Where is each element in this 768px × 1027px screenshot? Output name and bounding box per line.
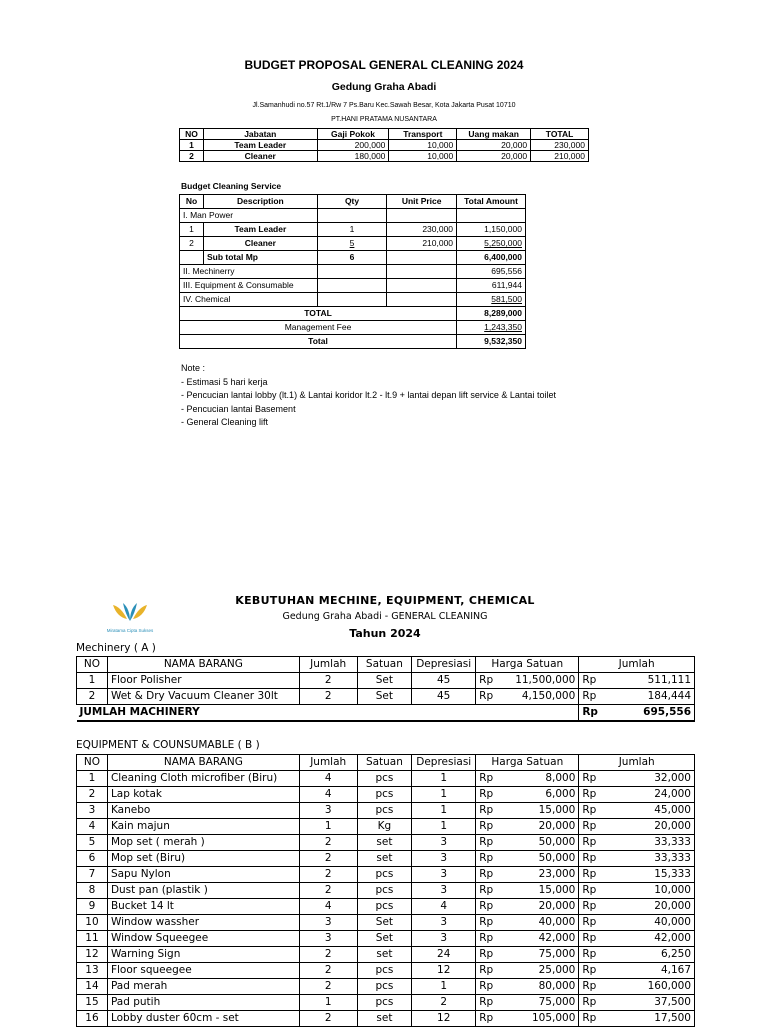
- column-header: Harga Satuan: [476, 755, 579, 771]
- cell: Rp: [579, 803, 602, 819]
- cell: pcs: [357, 803, 412, 819]
- cell: [387, 209, 457, 223]
- cell: 1,150,000: [457, 223, 526, 237]
- cell: Rp: [579, 915, 602, 931]
- cell: 10,000: [389, 140, 457, 151]
- machinery-table: [76, 656, 695, 722]
- cell: Set: [357, 673, 412, 689]
- cell: 1: [299, 819, 357, 835]
- cell: pcs: [357, 899, 412, 915]
- cell: 14: [77, 979, 108, 995]
- cell: 1: [77, 771, 108, 787]
- cell: 5: [317, 237, 387, 251]
- cell: 230,000: [387, 223, 457, 237]
- cell: 4: [299, 787, 357, 803]
- column-header: NO: [180, 129, 204, 140]
- grand-total-amount: 9,532,350: [457, 335, 526, 349]
- column-header: Depresiasi: [412, 755, 476, 771]
- cell: 4: [299, 771, 357, 787]
- column-header: No: [180, 195, 204, 209]
- table-row: [180, 335, 526, 349]
- table-row: [77, 689, 695, 705]
- table-row: [77, 1011, 695, 1027]
- cell: 6,250: [602, 947, 695, 963]
- cell: Rp: [476, 883, 499, 899]
- table-row: [180, 151, 589, 162]
- cell: 695,556: [457, 265, 526, 279]
- cell: 1: [412, 979, 476, 995]
- cell: Rp: [476, 899, 499, 915]
- cell: Cleaner: [203, 151, 317, 162]
- table-row: [77, 673, 695, 689]
- cell: 9: [77, 899, 108, 915]
- cell: 20,000: [498, 819, 578, 835]
- cell: Rp: [579, 835, 602, 851]
- cell: 45: [412, 689, 476, 705]
- cell: Kg: [357, 819, 412, 835]
- cell: 2: [299, 947, 357, 963]
- cell: 75,000: [498, 995, 578, 1011]
- cell: 13: [77, 963, 108, 979]
- cell: set: [357, 947, 412, 963]
- cell: 24: [412, 947, 476, 963]
- column-header: Jumlah: [299, 755, 357, 771]
- cell: set: [357, 851, 412, 867]
- cell: Sub total Mp: [203, 251, 317, 265]
- column-header: NAMA BARANG: [107, 755, 299, 771]
- cell: 3: [77, 803, 108, 819]
- cell: Sapu Nylon: [107, 867, 299, 883]
- table-header-row: [77, 755, 695, 771]
- cell: 2: [299, 673, 357, 689]
- cell: [457, 209, 526, 223]
- cell: Pad merah: [107, 979, 299, 995]
- cell: 2: [299, 1011, 357, 1027]
- cell: 200,000: [317, 140, 389, 151]
- table-header-row: [77, 657, 695, 673]
- cell: 210,000: [531, 151, 589, 162]
- cell: 5: [77, 835, 108, 851]
- table-row: [77, 851, 695, 867]
- table-row: [77, 771, 695, 787]
- column-header: Description: [203, 195, 317, 209]
- cell: set: [357, 1011, 412, 1027]
- cell: Rp: [476, 995, 499, 1011]
- cell: 2: [299, 835, 357, 851]
- note-item: - Estimasi 5 hari kerja: [181, 376, 268, 387]
- cell: 2: [180, 237, 204, 251]
- cell: Mop set (Biru): [107, 851, 299, 867]
- cell: 75,000: [498, 947, 578, 963]
- cell: Rp: [476, 947, 499, 963]
- cell: 4,167: [602, 963, 695, 979]
- cell: 15: [77, 995, 108, 1011]
- table-row: [180, 307, 526, 321]
- cell: Rp: [579, 705, 602, 722]
- cell: Set: [357, 915, 412, 931]
- cell: Set: [357, 931, 412, 947]
- cell: Rp: [579, 963, 602, 979]
- cell: 1: [299, 995, 357, 1011]
- cell: Window Squeegee: [107, 931, 299, 947]
- cell: Rp: [476, 915, 499, 931]
- cell: pcs: [357, 787, 412, 803]
- note-item: - Pencucian lantai lobby (lt.1) & Lantai koridor lt.2 - lt.9 + lantai depan lift service & Lantai toilet: [181, 390, 556, 400]
- page-title: BUDGET PROPOSAL GENERAL CLEANING 2024: [244, 58, 524, 72]
- cell: Team Leader: [203, 223, 317, 237]
- column-header: Harga Satuan: [476, 657, 579, 673]
- cell: 1: [412, 803, 476, 819]
- machinery-total-label: JUMLAH MACHINERY: [77, 705, 579, 722]
- cell: pcs: [357, 979, 412, 995]
- equipment-label: EQUIPMENT & COUNSUMABLE ( B ): [76, 739, 260, 751]
- column-header: Jumlah: [579, 755, 695, 771]
- cell: Rp: [476, 835, 499, 851]
- cell: 7: [77, 867, 108, 883]
- table-row: [180, 293, 526, 307]
- cell: 4: [77, 819, 108, 835]
- table-row: [77, 915, 695, 931]
- cell: 42,000: [602, 931, 695, 947]
- cell: 45,000: [602, 803, 695, 819]
- cell: 20,000: [602, 899, 695, 915]
- column-header: Unit Price: [387, 195, 457, 209]
- cell: pcs: [357, 995, 412, 1011]
- cell: 4,150,000: [498, 689, 578, 705]
- cell: 12: [412, 963, 476, 979]
- cell: 15,000: [498, 803, 578, 819]
- table-row: [180, 237, 526, 251]
- column-header: Uang makan: [457, 129, 531, 140]
- cell: Rp: [579, 673, 602, 689]
- total-amount: 8,289,000: [457, 307, 526, 321]
- cell: 184,444: [602, 689, 695, 705]
- cell: 1: [412, 787, 476, 803]
- cell: Rp: [579, 995, 602, 1011]
- cell: [387, 265, 457, 279]
- table-row: [77, 787, 695, 803]
- cell: 6: [317, 251, 387, 265]
- cell: 8: [77, 883, 108, 899]
- table-row: [77, 835, 695, 851]
- cell: 16: [77, 1011, 108, 1027]
- budget-service-label: Budget Cleaning Service: [181, 181, 282, 191]
- table-row: [180, 140, 589, 151]
- cell: 12: [412, 1011, 476, 1027]
- column-header: Jabatan: [203, 129, 317, 140]
- cell: 2: [180, 151, 204, 162]
- table-row: [180, 265, 526, 279]
- cell: 50,000: [498, 835, 578, 851]
- logo-text: Miratama Cipta Sukses: [106, 628, 154, 633]
- column-header: Qty: [317, 195, 387, 209]
- column-header: TOTAL: [531, 129, 589, 140]
- cell: 4: [412, 899, 476, 915]
- cell: Rp: [579, 787, 602, 803]
- salary-table: [179, 128, 589, 162]
- cell: 2: [299, 689, 357, 705]
- cell: 3: [299, 803, 357, 819]
- table-row: [77, 819, 695, 835]
- cell: 3: [412, 835, 476, 851]
- cell: Lap kotak: [107, 787, 299, 803]
- cell: 2: [299, 867, 357, 883]
- cell: 2: [412, 995, 476, 1011]
- cell: Rp: [579, 771, 602, 787]
- cell: 4: [299, 899, 357, 915]
- cell: 1: [180, 140, 204, 151]
- cell: Warning Sign: [107, 947, 299, 963]
- cell: III. Equipment & Consumable: [180, 279, 318, 293]
- cell: Rp: [579, 899, 602, 915]
- cell: 23,000: [498, 867, 578, 883]
- cell: Cleaning Cloth microfiber (Biru): [107, 771, 299, 787]
- cell: 1: [77, 673, 108, 689]
- cell: Floor squeegee: [107, 963, 299, 979]
- building-name: Gedung Graha Abadi: [331, 81, 437, 93]
- cell: 2: [77, 689, 108, 705]
- table-row: [77, 803, 695, 819]
- table-row: [180, 223, 526, 237]
- cell: 3: [412, 915, 476, 931]
- cell: 511,111: [602, 673, 695, 689]
- machinery-label: Mechinery ( A ): [76, 642, 156, 654]
- section2-year: Tahun 2024: [349, 627, 421, 640]
- table-header-row: [180, 195, 526, 209]
- note-item: - General Cleaning lift: [181, 417, 269, 427]
- cell: 611,944: [457, 279, 526, 293]
- cell: Rp: [579, 689, 602, 705]
- fee-label: Management Fee: [180, 321, 457, 335]
- cell: 160,000: [602, 979, 695, 995]
- table-row: [180, 321, 526, 335]
- cell: IV. Chemical: [180, 293, 318, 307]
- cell: 2: [299, 883, 357, 899]
- fee-amount: 1,243,350: [457, 321, 526, 335]
- cell: set: [357, 835, 412, 851]
- cell: Rp: [476, 979, 499, 995]
- cell: 1: [317, 223, 387, 237]
- table-row: [77, 883, 695, 899]
- cell: Lobby duster 60cm - set: [107, 1011, 299, 1027]
- section2-subtitle: Gedung Graha Abadi - GENERAL CLEANING: [282, 611, 488, 622]
- cell: pcs: [357, 883, 412, 899]
- cell: Rp: [476, 771, 499, 787]
- cell: Wet & Dry Vacuum Cleaner 30lt: [107, 689, 299, 705]
- cell: 6,400,000: [457, 251, 526, 265]
- cell: Rp: [579, 979, 602, 995]
- cell: 17,500: [602, 1011, 695, 1027]
- grand-total-label: Total: [180, 335, 457, 349]
- column-header: Satuan: [357, 755, 412, 771]
- cell: Rp: [476, 1011, 499, 1027]
- cell: 50,000: [498, 851, 578, 867]
- cell: Rp: [579, 851, 602, 867]
- cell: II. Mechinerry: [180, 265, 318, 279]
- cell: Rp: [476, 867, 499, 883]
- notes: [181, 362, 556, 430]
- budget-service-table: [179, 194, 526, 349]
- cell: [317, 209, 387, 223]
- cell: Rp: [476, 963, 499, 979]
- logo-mark-icon: [105, 601, 155, 623]
- table-header-row: [180, 129, 589, 140]
- cell: 11: [77, 931, 108, 947]
- cell: pcs: [357, 867, 412, 883]
- cell: 33,333: [602, 851, 695, 867]
- cell: 3: [299, 915, 357, 931]
- cell: 11,500,000: [498, 673, 578, 689]
- table-row: [77, 867, 695, 883]
- company-name: PT.HANI PRATAMA NUSANTARA: [331, 116, 437, 123]
- cell: 25,000: [498, 963, 578, 979]
- cell: 3: [412, 883, 476, 899]
- cell: pcs: [357, 963, 412, 979]
- cell: Rp: [579, 883, 602, 899]
- cell: 20,000: [457, 140, 531, 151]
- cell: Kain majun: [107, 819, 299, 835]
- table-row: [77, 979, 695, 995]
- cell: 2: [299, 851, 357, 867]
- section-label: I. Man Power: [180, 209, 318, 223]
- cell: 10,000: [389, 151, 457, 162]
- cell: 10: [77, 915, 108, 931]
- cell: Rp: [579, 819, 602, 835]
- table-row: [77, 947, 695, 963]
- cell: [387, 251, 457, 265]
- cell: 80,000: [498, 979, 578, 995]
- cell: [387, 293, 457, 307]
- cell: Cleaner: [203, 237, 317, 251]
- cell: [317, 293, 387, 307]
- cell: 180,000: [317, 151, 389, 162]
- section2-title: KEBUTUHAN MECHINE, EQUIPMENT, CHEMICAL: [235, 594, 535, 607]
- cell: Rp: [579, 1011, 602, 1027]
- cell: 37,500: [602, 995, 695, 1011]
- cell: Mop set ( merah ): [107, 835, 299, 851]
- cell: Rp: [476, 787, 499, 803]
- notes-title: Note :: [181, 363, 206, 373]
- table-row: [77, 963, 695, 979]
- cell: 210,000: [387, 237, 457, 251]
- total-label: TOTAL: [180, 307, 457, 321]
- cell: Rp: [476, 689, 499, 705]
- cell: [317, 265, 387, 279]
- column-header: Satuan: [357, 657, 412, 673]
- cell: 15,333: [602, 867, 695, 883]
- cell: 40,000: [602, 915, 695, 931]
- table-row: [77, 995, 695, 1011]
- column-header: NO: [77, 657, 108, 673]
- cell: 40,000: [498, 915, 578, 931]
- cell: Pad putih: [107, 995, 299, 1011]
- cell: 8,000: [498, 771, 578, 787]
- cell: 105,000: [498, 1011, 578, 1027]
- cell: 12: [77, 947, 108, 963]
- column-header: NAMA BARANG: [107, 657, 299, 673]
- column-header: Depresiasi: [412, 657, 476, 673]
- cell: [180, 251, 204, 265]
- cell: Window wassher: [107, 915, 299, 931]
- cell: Bucket 14 lt: [107, 899, 299, 915]
- cell: Rp: [579, 931, 602, 947]
- cell: 2: [77, 787, 108, 803]
- cell: 20,000: [498, 899, 578, 915]
- cell: 20,000: [457, 151, 531, 162]
- cell: 3: [412, 931, 476, 947]
- cell: 3: [412, 867, 476, 883]
- cell: pcs: [357, 771, 412, 787]
- cell: 1: [412, 819, 476, 835]
- table-total-row: [77, 705, 695, 722]
- table-row: [77, 931, 695, 947]
- table-row: [77, 899, 695, 915]
- cell: Floor Polisher: [107, 673, 299, 689]
- cell: Team Leader: [203, 140, 317, 151]
- cell: 1: [180, 223, 204, 237]
- column-header: NO: [77, 755, 108, 771]
- cell: 3: [412, 851, 476, 867]
- cell: 581,500: [457, 293, 526, 307]
- cell: 20,000: [602, 819, 695, 835]
- cell: 6: [77, 851, 108, 867]
- machinery-total-value: 695,556: [602, 705, 695, 722]
- cell: [317, 279, 387, 293]
- cell: Rp: [579, 947, 602, 963]
- table-row: [180, 279, 526, 293]
- cell: 230,000: [531, 140, 589, 151]
- table-row: [180, 209, 526, 223]
- cell: 15,000: [498, 883, 578, 899]
- cell: Rp: [476, 931, 499, 947]
- cell: 1: [412, 771, 476, 787]
- note-item: - Pencucian lantai Basement: [181, 403, 296, 414]
- cell: 6,000: [498, 787, 578, 803]
- cell: 45: [412, 673, 476, 689]
- cell: [387, 279, 457, 293]
- cell: 42,000: [498, 931, 578, 947]
- cell: Rp: [476, 851, 499, 867]
- column-header: Transport: [389, 129, 457, 140]
- company-logo: [105, 601, 155, 631]
- cell: 5,250,000: [457, 237, 526, 251]
- cell: 33,333: [602, 835, 695, 851]
- cell: 24,000: [602, 787, 695, 803]
- column-header: Total Amount: [457, 195, 526, 209]
- address: Jl.Samanhudi no.57 Rt.1/Rw 7 Ps.Baru Kec.Sawah Besar, Kota Jakarta Pusat 10710: [252, 102, 516, 109]
- column-header: Jumlah: [579, 657, 695, 673]
- cell: Rp: [476, 673, 499, 689]
- cell: 2: [299, 963, 357, 979]
- cell: Rp: [476, 819, 499, 835]
- cell: 3: [299, 931, 357, 947]
- cell: Set: [357, 689, 412, 705]
- table-row: [180, 251, 526, 265]
- cell: 10,000: [602, 883, 695, 899]
- equipment-table: [76, 754, 695, 1027]
- cell: Rp: [476, 803, 499, 819]
- column-header: Gaji Pokok: [317, 129, 389, 140]
- cell: Dust pan (plastik ): [107, 883, 299, 899]
- cell: 32,000: [602, 771, 695, 787]
- cell: Kanebo: [107, 803, 299, 819]
- cell: 2: [299, 979, 357, 995]
- column-header: Jumlah: [299, 657, 357, 673]
- cell: Rp: [579, 867, 602, 883]
